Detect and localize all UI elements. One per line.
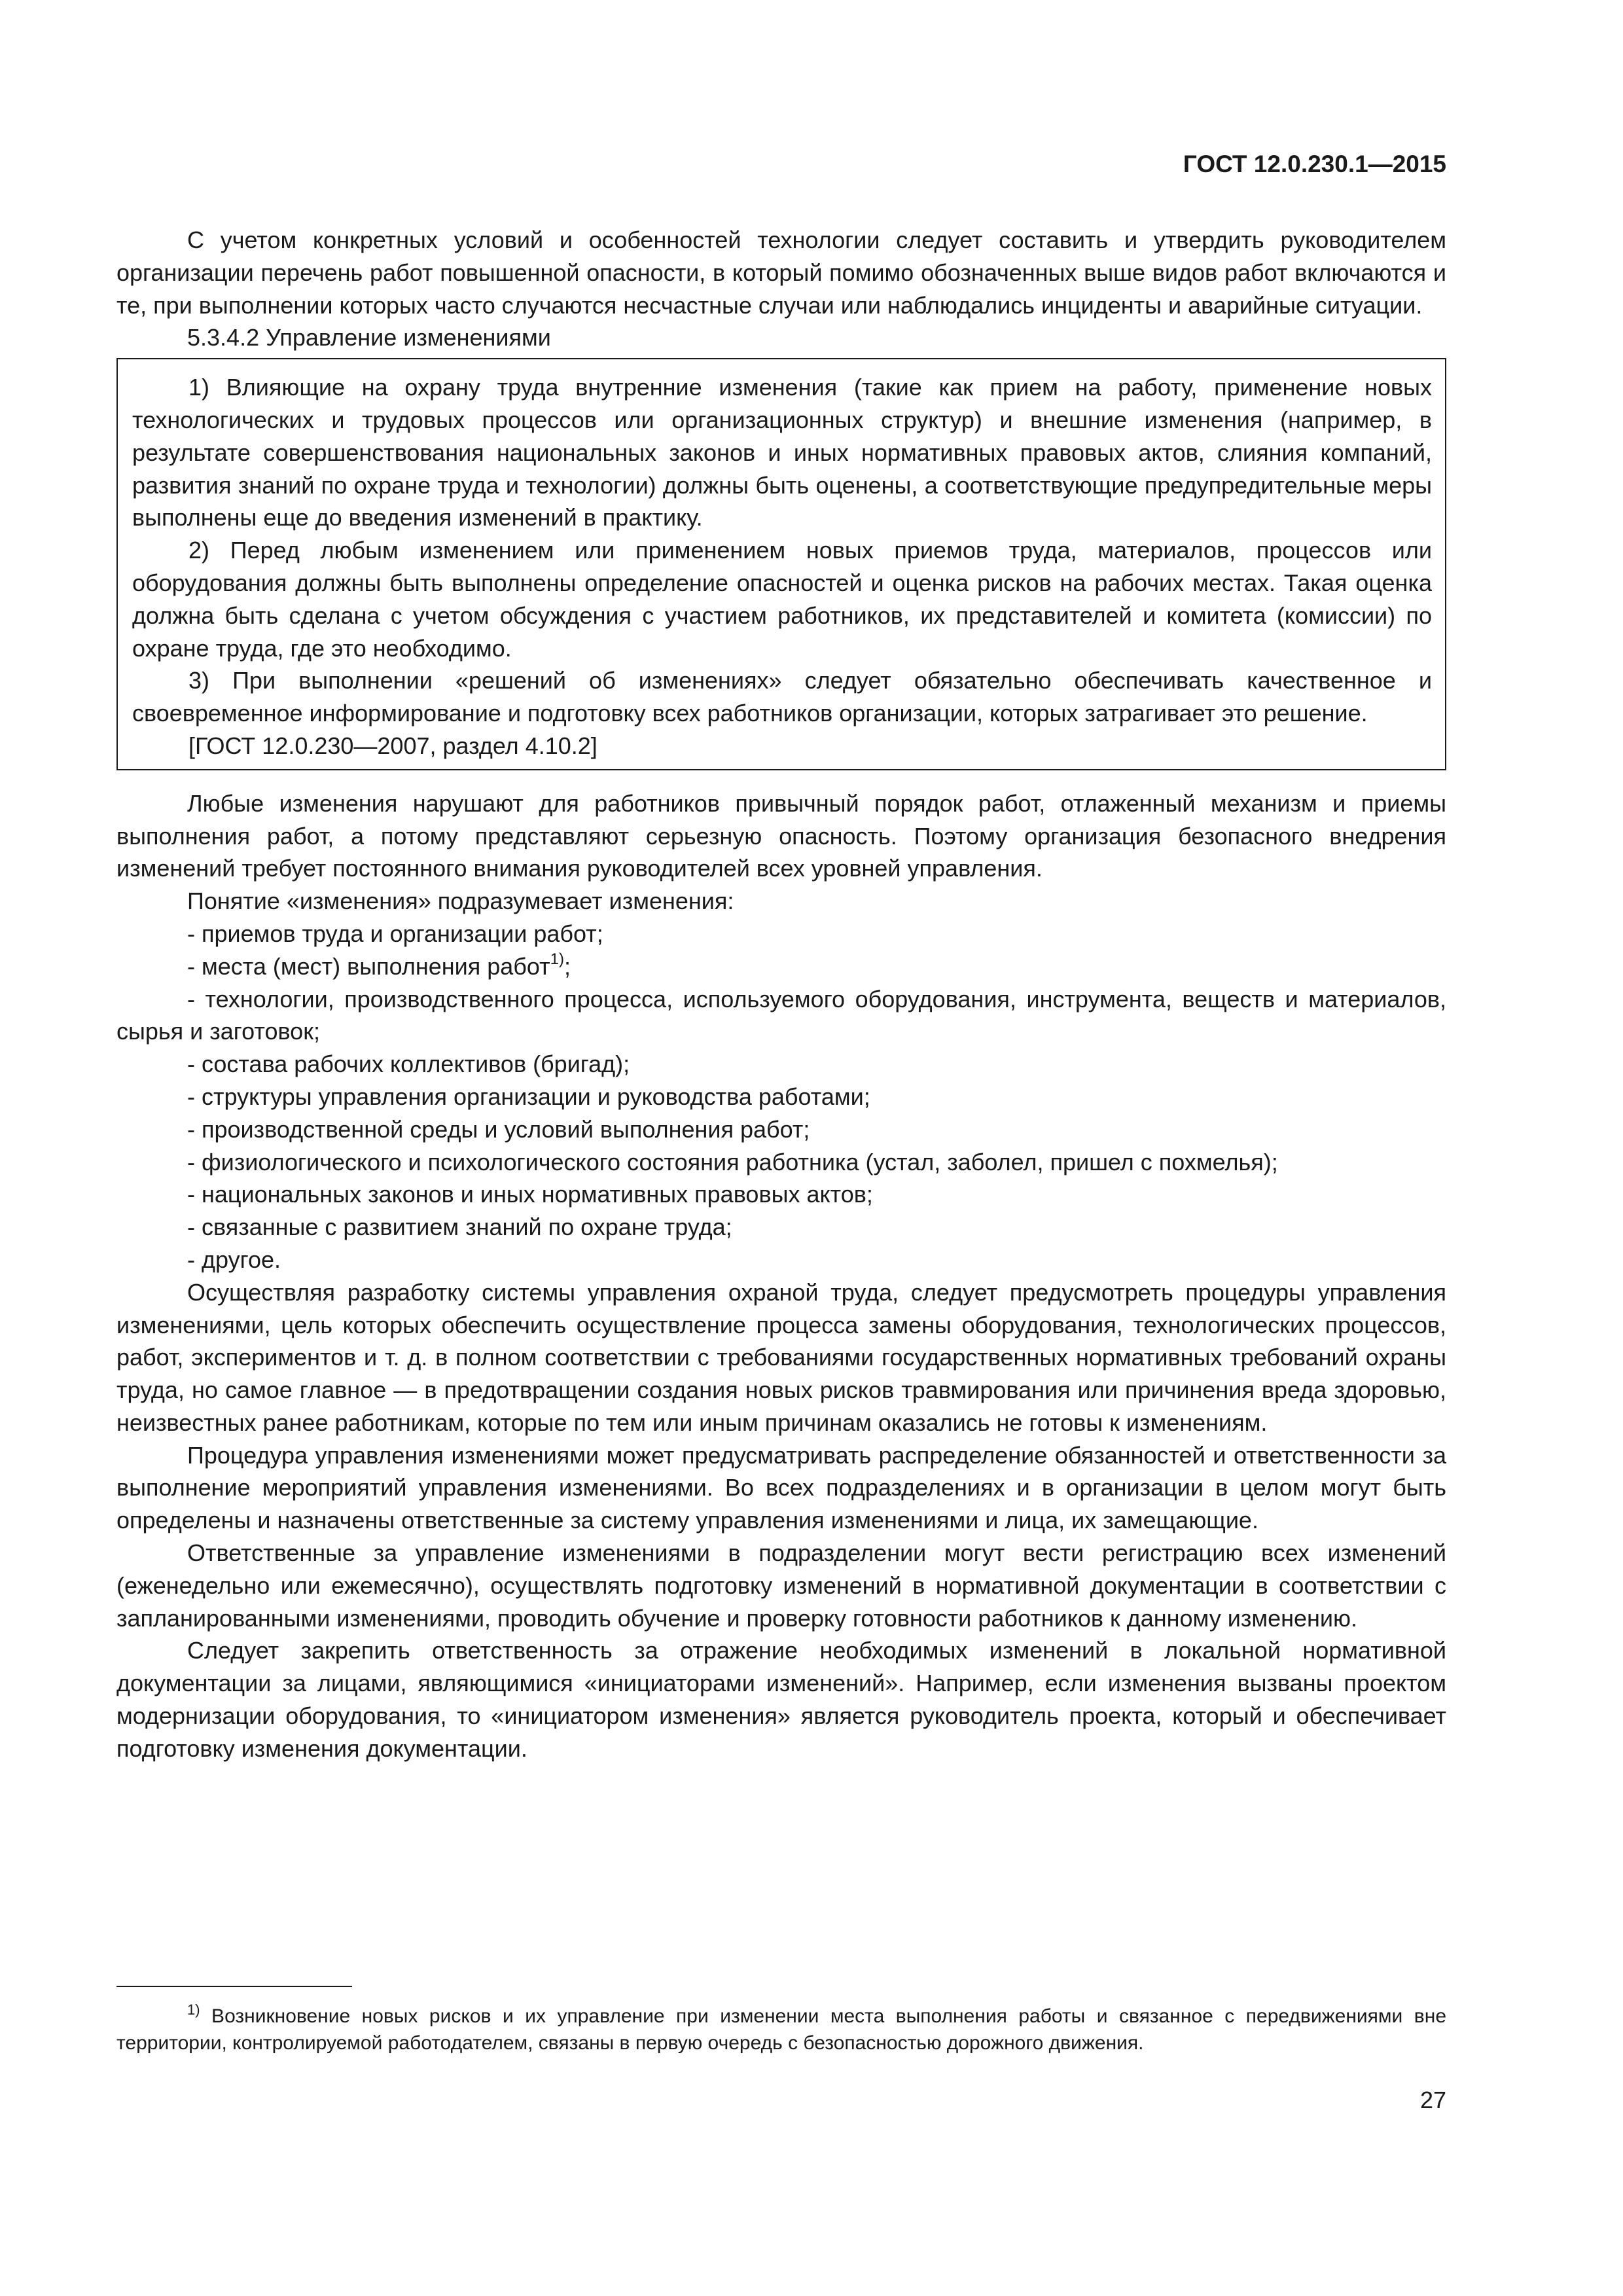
list-item: - производственной среды и условий выполнения работ;: [187, 1115, 810, 1143]
document-header: ГОСТ 12.0.230.1—2015: [1183, 151, 1446, 177]
list-item: - другое.: [187, 1246, 281, 1273]
list-item: [116, 950, 1446, 983]
list-item-text: - места (мест) выполнения работ: [187, 952, 550, 980]
quote-box: [116, 358, 1446, 770]
list-item: - связанные с развитием знаний по охране труда;: [187, 1213, 732, 1241]
quote-item: 1) Влияющие на охрану труда внутренние изменения (такие как прием на работу, применение новых технологических и трудовых процессов или организационных структур) и внешние изменения (например, в результате совершенствования национальных законов и иных нормативных правовых актов, слияния компаний, развития знаний по охране труда и технологии) должны быть оценены, а соответствующие предупредительные меры выполнены еще до введения изменений в практику.: [132, 374, 1432, 531]
paragraph-system: Осуществляя разработку системы управления охраной труда, следует предусмотреть процедуры управления изменениями, цель которых обеспечить осуществление процесса замены оборудования, технологических процессов, работ, экспериментов и т. д. в полном соответствии с требованиями государственных нормативных требований охраны труда, но самое главное — в предотвращении создания новых рисков травмирования или причинения вреда здоровью, неизвестных ранее работникам, которые по тем или иным причинам оказались не готовы к изменениям.: [116, 1278, 1446, 1436]
footnote-marker: 1): [187, 2001, 200, 2018]
page-number: 27: [1419, 2087, 1446, 2113]
section-heading: 5.3.4.2 Управление изменениями: [187, 324, 551, 351]
paragraph-procedure: Процедура управления изменениями может предусматривать распределение обязанностей и ответственности за выполнение мероприятий управления изменениями. Во всех подразделениях и в организации в целом могут быть определены и назначены ответственные за систему управления изменениями и лица, их замещающие.: [116, 1441, 1446, 1534]
paragraph-initiators: Следует закрепить ответственность за отражение необходимых изменений в локальной нормативной документации за лицами, являющимися «инициаторами изменений». Например, если изменения вызваны проектом модернизации оборудования, то «инициатором изменения» является руководитель проекта, который и обеспечивает подготовку изменения документации.: [116, 1637, 1446, 1762]
footnote-text: [116, 2003, 1446, 2056]
list-item: - национальных законов и иных нормативных правовых актов;: [187, 1181, 873, 1208]
quote-item: 2) Перед любым изменением или применением новых приемов труда, материалов, процессов или оборудования должны быть выполнены определение опасностей и оценка рисков на рабочих местах. Такая оценка должна быть сделана с учетом обсуждения с участием работников, их представителей и комитета (комиссии) по охране труда, где это необходимо.: [132, 537, 1432, 662]
intro-paragraph: С учетом конкретных условий и особенностей технологии следует составить и утвердить руководителем организации перечень работ повышенной опасности, в который помимо обозначенных выше видов работ включаются и те, при выполнении которых часто случаются несчастные случаи или наблюдались инциденты и аварийные ситуации.: [116, 226, 1446, 319]
list-item: - состава рабочих коллективов (бригад);: [187, 1050, 630, 1078]
paragraph-changes: Любые изменения нарушают для работников привычный порядок работ, отлаженный механизм и приемы выполнения работ, а потому представляют серьезную опасность. Поэтому организация безопасного внедрения изменений требует постоянного внимания руководителей всех уровней управления.: [116, 789, 1446, 882]
footnote: [116, 2003, 1446, 2056]
footnote-body: Возникновение новых рисков и их управление при изменении места выполнения работы и связанное с передвижениями вне территории, контролируемой работодателем, связаны в первую очередь с безопасностью дорожного движения.: [116, 2005, 1446, 2054]
paragraph-responsible: Ответственные за управление изменениями в подразделении могут вести регистрацию всех изменений (еженедельно или ежемесячно), осуществлять подготовку изменений в нормативной документации в соответствии с запланированными изменениями, проводить обучение и проверку готовности работников к данному изменению.: [116, 1539, 1446, 1632]
list-item: - физиологического и психологического состояния работника (устал, заболел, пришел с похмелья);: [187, 1148, 1278, 1175]
quote-item: 3) При выполнении «решений об изменениях» следует обязательно обеспечивать качественное и своевременное информирование и подготовку всех работников организации, которых затрагивает это решение.: [132, 667, 1432, 727]
list-item-tail: ;: [563, 952, 571, 980]
list-item: - технологии, производственного процесса, используемого оборудования, инструмента, веществ и материалов, сырья и заготовок;: [116, 985, 1446, 1045]
list-item: - приемов труда и организации работ;: [187, 920, 603, 947]
list-item: - структуры управления организации и руководства работами;: [187, 1083, 870, 1110]
footnote-reference: 1): [550, 950, 564, 968]
footnote-divider: [116, 1986, 352, 1987]
concept-intro: Понятие «изменения» подразумевает изменения:: [187, 888, 734, 915]
quote-reference: [ГОСТ 12.0.230—2007, раздел 4.10.2]: [188, 732, 597, 759]
page-body: [116, 224, 1446, 1765]
